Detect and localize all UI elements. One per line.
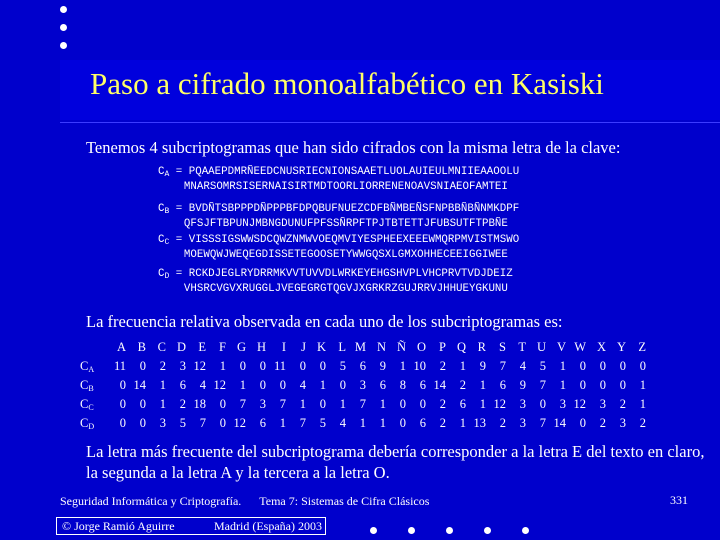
frequency-cell: 0 bbox=[139, 416, 146, 430]
footer-course: Seguridad Informática y Criptografía. bbox=[60, 494, 242, 508]
frequency-header-letter: L bbox=[338, 340, 346, 354]
frequency-cell: 6 bbox=[179, 378, 186, 392]
frequency-header-letter: K bbox=[316, 340, 326, 354]
frequency-cell: 6 bbox=[379, 378, 386, 392]
frequency-cell: 2 bbox=[439, 397, 446, 411]
frequency-cell: 0 bbox=[579, 359, 586, 373]
frequency-cell: 1 bbox=[639, 397, 646, 411]
frequency-cell: 7 bbox=[199, 416, 206, 430]
frequency-cell: 0 bbox=[399, 416, 406, 430]
frequency-cell: 11 bbox=[113, 359, 126, 373]
frequency-cell: 0 bbox=[419, 397, 426, 411]
footer-place: Madrid (España) 2003 bbox=[214, 519, 322, 533]
frequency-cell: 0 bbox=[339, 378, 346, 392]
frequency-header-letter: E bbox=[198, 340, 206, 354]
frequency-cell: 1 bbox=[379, 416, 386, 430]
frequency-cell: 10 bbox=[413, 359, 426, 373]
frequency-cell: 7 bbox=[279, 397, 286, 411]
frequency-cell: 1 bbox=[319, 378, 326, 392]
frequency-cell: 6 bbox=[499, 378, 506, 392]
frequency-header-letter: T bbox=[518, 340, 526, 354]
frequency-cell: 3 bbox=[179, 359, 186, 373]
frequency-cell: 6 bbox=[419, 378, 426, 392]
frequency-header-letter: I bbox=[281, 340, 286, 354]
frequency-cell: 4 bbox=[199, 378, 206, 392]
intro-text: Tenemos 4 subcriptogramas que han sido cifrados con la misma letra de la clave: bbox=[86, 138, 621, 157]
frequency-cell: 0 bbox=[599, 378, 606, 392]
subcryptogram-subscript: D bbox=[164, 272, 170, 281]
frequency-cell: 1 bbox=[159, 397, 166, 411]
frequency-cell: 6 bbox=[259, 416, 266, 430]
subcryptogram-subscript: C bbox=[164, 238, 170, 247]
frequency-header-row bbox=[80, 338, 646, 357]
frequency-cell: 12 bbox=[193, 359, 206, 373]
frequency-cell: 1 bbox=[479, 378, 486, 392]
frequency-header-letter: Z bbox=[638, 340, 646, 354]
frequency-cell: 8 bbox=[399, 378, 406, 392]
frequency-cell: 14 bbox=[433, 378, 446, 392]
frequency-cell: 5 bbox=[539, 359, 546, 373]
frequency-cell: 1 bbox=[399, 359, 406, 373]
frequency-intro-text: La frecuencia relativa observada en cada uno de los subcriptogramas es: bbox=[86, 312, 563, 331]
frequency-cell: 12 bbox=[493, 397, 506, 411]
frequency-cell: 0 bbox=[259, 378, 266, 392]
frequency-header-letter: N bbox=[376, 340, 386, 354]
frequency-row-subscript: D bbox=[88, 422, 95, 431]
frequency-row-subscript: C bbox=[88, 403, 94, 412]
frequency-cell: 0 bbox=[579, 416, 586, 430]
frequency-cell: 5 bbox=[339, 359, 346, 373]
frequency-cell: 1 bbox=[459, 416, 466, 430]
frequency-cell: 0 bbox=[219, 416, 226, 430]
frequency-header-blank bbox=[80, 338, 106, 357]
subcryptogram-label: C bbox=[158, 203, 165, 215]
frequency-cell: 0 bbox=[619, 359, 626, 373]
frequency-cell: 0 bbox=[139, 359, 146, 373]
subcryptogram-c bbox=[158, 234, 519, 261]
frequency-cell: 7 bbox=[539, 378, 546, 392]
frequency-cell: 5 bbox=[179, 416, 186, 430]
frequency-cell: 2 bbox=[439, 359, 446, 373]
frequency-cell: 4 bbox=[519, 359, 526, 373]
frequency-cell: 12 bbox=[213, 378, 226, 392]
frequency-cell: 12 bbox=[233, 416, 246, 430]
frequency-cell: 1 bbox=[379, 397, 386, 411]
footer-topic: Tema 7: Sistemas de Cifra Clásicos bbox=[259, 494, 430, 508]
subcryptogram-line: = BVDÑTSBPPPDÑPPPBFDPQBUFNUEZCDFBÑMBEÑSFNPBBÑBÑNMKDPF QFSJFTBPUNJMBNGDUNUFPFSSÑRPFTPJTBTETTJFUBSUTFTPBÑE bbox=[175, 203, 520, 230]
frequency-cell: 1 bbox=[639, 378, 646, 392]
subcryptogram-label: C bbox=[158, 268, 165, 280]
frequency-header-letter: R bbox=[477, 340, 486, 354]
frequency-header-letter: S bbox=[499, 340, 506, 354]
frequency-cell: 0 bbox=[299, 359, 306, 373]
frequency-header-letter: Ñ bbox=[396, 340, 406, 354]
frequency-cell: 1 bbox=[459, 359, 466, 373]
frequency-cell: 7 bbox=[359, 397, 366, 411]
frequency-cell: 1 bbox=[339, 397, 346, 411]
frequency-cell: 3 bbox=[619, 416, 626, 430]
decorative-dot bbox=[522, 527, 529, 534]
page-number: 331 bbox=[670, 493, 688, 507]
frequency-cell: 3 bbox=[599, 397, 606, 411]
frequency-cell: 1 bbox=[359, 416, 366, 430]
frequency-row-subscript: B bbox=[88, 384, 94, 393]
frequency-row-label: $C_B$ bbox=[80, 378, 94, 393]
frequency-cell: 1 bbox=[159, 378, 166, 392]
frequency-cell: 2 bbox=[599, 416, 606, 430]
frequency-row-d bbox=[80, 414, 646, 433]
frequency-cell: 1 bbox=[559, 378, 566, 392]
frequency-cell: 2 bbox=[639, 416, 646, 430]
frequency-table bbox=[80, 338, 646, 433]
footer bbox=[60, 494, 429, 509]
decorative-dot bbox=[408, 527, 415, 534]
frequency-cell: 7 bbox=[299, 416, 306, 430]
frequency-row-a bbox=[80, 357, 646, 376]
frequency-cell: 0 bbox=[539, 397, 546, 411]
subcryptogram-subscript: B bbox=[164, 207, 170, 216]
frequency-header-letter: D bbox=[176, 340, 186, 354]
frequency-cell: 4 bbox=[339, 416, 346, 430]
frequency-header-letter: V bbox=[556, 340, 566, 354]
frequency-row-label: $C_A$ bbox=[80, 359, 95, 374]
title-divider bbox=[60, 122, 720, 123]
frequency-cell: 2 bbox=[459, 378, 466, 392]
frequency-cell: 14 bbox=[133, 378, 146, 392]
frequency-cell: 2 bbox=[179, 397, 186, 411]
frequency-header-letter: H bbox=[256, 340, 266, 354]
frequency-cell: 9 bbox=[519, 378, 526, 392]
subcryptogram-line: = PQAAEPDMRÑEEDCNUSRIECNIONSAAETLUOLAUIEULMNIIEAAOOLU MNARSOMRSISERNAISIRTMDTOORLIORRENENOAVSNIAEOFAMTEI bbox=[175, 166, 520, 193]
frequency-cell: 14 bbox=[553, 416, 566, 430]
frequency-cell: 18 bbox=[193, 397, 206, 411]
frequency-cell: 2 bbox=[159, 359, 166, 373]
subcryptogram-subscript: A bbox=[164, 170, 170, 179]
frequency-row-b bbox=[80, 376, 646, 395]
frequency-cell: 0 bbox=[239, 359, 246, 373]
frequency-header-letter: B bbox=[137, 340, 146, 354]
frequency-cell: 0 bbox=[259, 359, 266, 373]
slide-title: Paso a cifrado monoalfabético en Kasiski bbox=[90, 66, 604, 101]
frequency-cell: 3 bbox=[159, 416, 166, 430]
frequency-header-letter: W bbox=[574, 340, 586, 354]
frequency-cell: 6 bbox=[419, 416, 426, 430]
frequency-cell: 0 bbox=[279, 378, 286, 392]
frequency-cell: 1 bbox=[559, 359, 566, 373]
frequency-cell: 3 bbox=[519, 397, 526, 411]
frequency-cell: 0 bbox=[219, 397, 226, 411]
frequency-row-label: $C_C$ bbox=[80, 397, 94, 412]
frequency-header-letter: O bbox=[416, 340, 426, 354]
frequency-cell: 0 bbox=[399, 397, 406, 411]
frequency-cell: 7 bbox=[539, 416, 546, 430]
subcryptogram-line: = RCKDJEGLRYDRRMKVVTUVVDLWRKEYEHGSHVPLVHCPRVTVDJDEIZ VHSRCVGVXRUGGLJVEGEGRGTQGVJXGRKRZGUJRRVJHHUEYGKUNU bbox=[175, 268, 513, 295]
frequency-header-letter: G bbox=[236, 340, 246, 354]
frequency-cell: 3 bbox=[559, 397, 566, 411]
frequency-cell: 1 bbox=[219, 359, 226, 373]
frequency-cell: 12 bbox=[573, 397, 586, 411]
frequency-header-letter: X bbox=[596, 340, 606, 354]
frequency-cell: 7 bbox=[499, 359, 506, 373]
frequency-cell: 3 bbox=[519, 416, 526, 430]
frequency-cell: 0 bbox=[319, 397, 326, 411]
decorative-dot bbox=[370, 527, 377, 534]
frequency-header-letter: C bbox=[157, 340, 166, 354]
frequency-cell: 3 bbox=[359, 378, 366, 392]
subcryptogram-a bbox=[158, 166, 519, 193]
conclusion-text: La letra más frecuente del subcriptograma debería corresponder a la letra E del texto en claro, la segunda a la letra A y la tercera a la letra O. bbox=[86, 442, 705, 482]
frequency-cell: 0 bbox=[119, 397, 126, 411]
frequency-row-subscript: A bbox=[88, 365, 95, 374]
frequency-header-letter: Y bbox=[616, 340, 626, 354]
frequency-row-c bbox=[80, 395, 646, 414]
frequency-cell: 2 bbox=[439, 416, 446, 430]
frequency-cell: 0 bbox=[599, 359, 606, 373]
frequency-cell: 5 bbox=[319, 416, 326, 430]
frequency-row-label: $C_D$ bbox=[80, 416, 95, 431]
footer-author: © Jorge Ramió Aguirre bbox=[62, 519, 175, 533]
frequency-cell: 0 bbox=[619, 378, 626, 392]
frequency-cell: 2 bbox=[499, 416, 506, 430]
frequency-cell: 9 bbox=[379, 359, 386, 373]
subcryptogram-label: C bbox=[158, 166, 165, 178]
frequency-cell: 6 bbox=[459, 397, 466, 411]
frequency-cell: 1 bbox=[299, 397, 306, 411]
frequency-cell: 7 bbox=[239, 397, 246, 411]
decorative-dot bbox=[446, 527, 453, 534]
decorative-dot bbox=[484, 527, 491, 534]
frequency-cell: 1 bbox=[279, 416, 286, 430]
frequency-cell: 1 bbox=[479, 397, 486, 411]
frequency-header-letter: J bbox=[301, 340, 306, 354]
frequency-cell: 0 bbox=[639, 359, 646, 373]
frequency-cell: 0 bbox=[579, 378, 586, 392]
frequency-cell: 0 bbox=[119, 378, 126, 392]
frequency-cell: 9 bbox=[479, 359, 486, 373]
frequency-cell: 11 bbox=[273, 359, 286, 373]
frequency-header-letter: A bbox=[116, 340, 126, 354]
frequency-header-letter: M bbox=[354, 340, 366, 354]
subcryptogram-label: C bbox=[158, 234, 165, 246]
frequency-header-letter: Q bbox=[456, 340, 466, 354]
frequency-cell: 6 bbox=[359, 359, 366, 373]
frequency-cell: 1 bbox=[239, 378, 246, 392]
frequency-header-letter: F bbox=[219, 340, 226, 354]
subcryptogram-b bbox=[158, 203, 519, 230]
frequency-cell: 4 bbox=[299, 378, 306, 392]
frequency-cell: 0 bbox=[119, 416, 126, 430]
subcryptogram-line: = VISSSIGSWWSDCQWZNMWVOEQMVIYESPHEEXEEEWMQRPMVISTMSWO MOEWQWJWEQEGDISSETEGOOSETYWWGQSXLGMXOHHECEEIGGIWEE bbox=[175, 234, 520, 261]
frequency-cell: 3 bbox=[259, 397, 266, 411]
frequency-header-letter: P bbox=[439, 340, 446, 354]
frequency-cell: 0 bbox=[139, 397, 146, 411]
frequency-cell: 0 bbox=[319, 359, 326, 373]
frequency-header-letter: U bbox=[536, 340, 546, 354]
frequency-cell: 13 bbox=[473, 416, 486, 430]
subcryptogram-d bbox=[158, 268, 513, 295]
frequency-cell: 2 bbox=[619, 397, 626, 411]
